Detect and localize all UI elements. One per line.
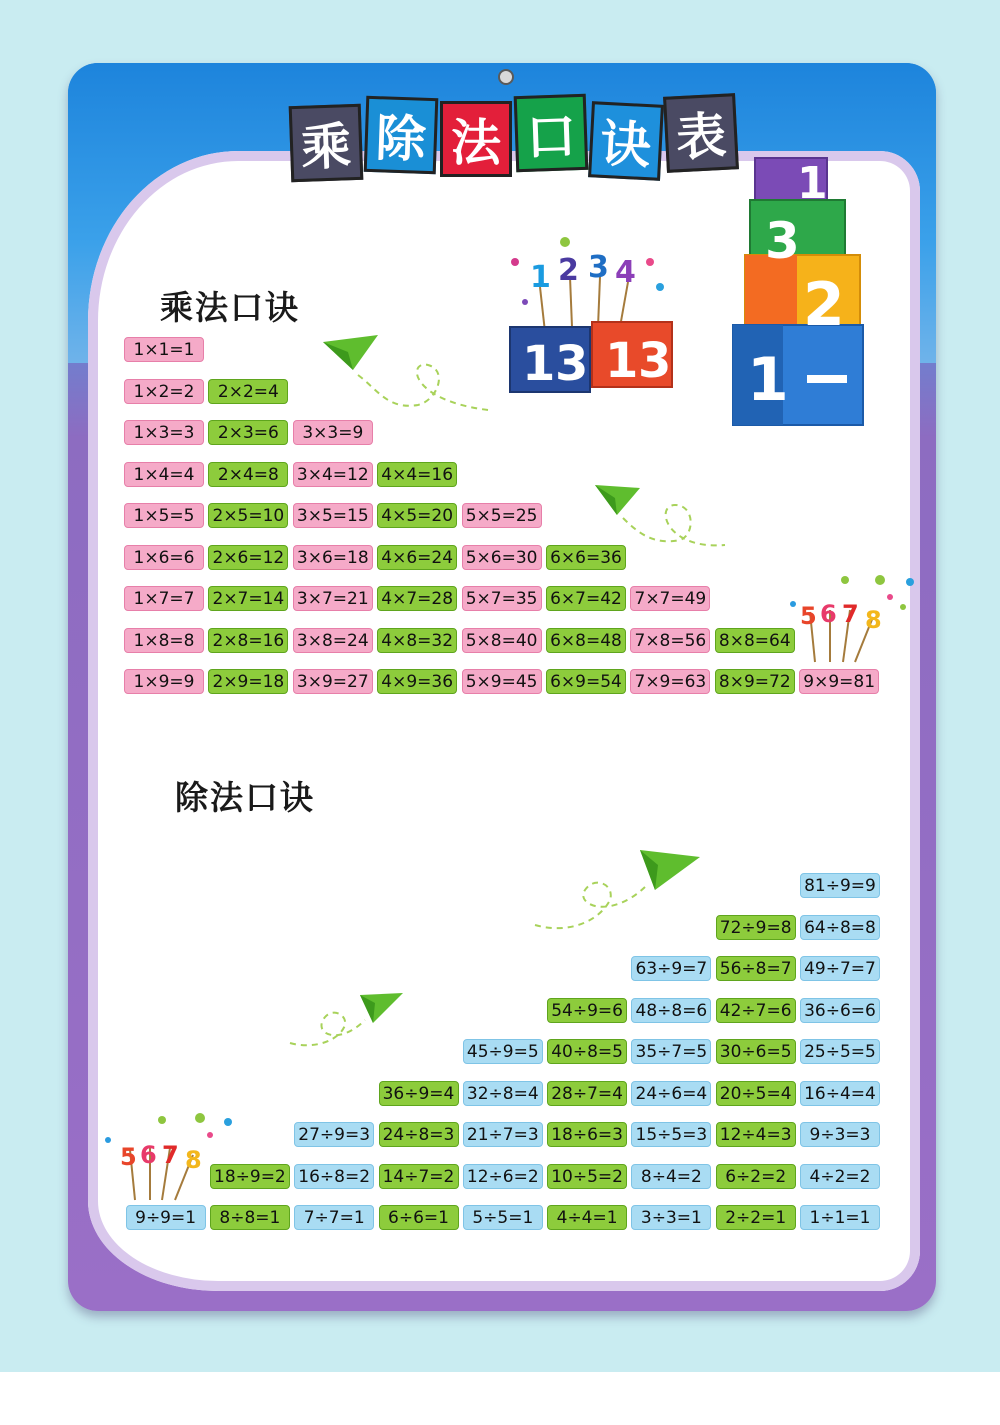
division-cell: 3÷3=1 [631, 1205, 711, 1230]
hanging-hook-icon [498, 69, 514, 85]
division-cell: 35÷7=5 [631, 1039, 711, 1064]
title-char: 除 [364, 96, 439, 174]
multiplication-cell: 4×9=36 [377, 669, 457, 694]
multiplication-cell: 1×1=1 [124, 337, 204, 362]
multiplication-cell: 2×9=18 [208, 669, 288, 694]
multiplication-cell: 2×6=12 [208, 545, 288, 570]
division-cell: 6÷6=1 [379, 1205, 459, 1230]
lollipop-numbers-icon [100, 1110, 235, 1205]
division-cell: 4÷4=1 [547, 1205, 627, 1230]
multiplication-cell: 7×8=56 [630, 628, 710, 653]
multiplication-cell: 2×2=4 [208, 379, 288, 404]
division-cell: 81÷9=9 [800, 873, 880, 898]
multiplication-cell: 3×6=18 [293, 545, 373, 570]
division-cell: 28÷7=4 [547, 1081, 627, 1106]
lollipop-numbers-icon [785, 572, 920, 667]
multiplication-cell: 5×7=35 [462, 586, 542, 611]
multiplication-cell: 5×9=45 [462, 669, 542, 694]
lollipop-digit: 4 [615, 255, 636, 290]
paper-plane-icon [318, 330, 498, 430]
lollipop-digit: 5 [800, 602, 817, 630]
division-cell: 21÷7=3 [463, 1122, 543, 1147]
title-char: 乘 [289, 104, 364, 182]
multiplication-cell: 4×4=16 [377, 462, 457, 487]
lollipop-digit: 8 [185, 1146, 202, 1174]
multiplication-cell: 1×2=2 [124, 379, 204, 404]
paper-plane-icon [285, 985, 415, 1055]
division-cell: 7÷7=1 [294, 1205, 374, 1230]
multiplication-section-title: 乘法口诀 [160, 288, 300, 327]
division-cell: 40÷8=5 [547, 1039, 627, 1064]
division-cell: 36÷9=4 [379, 1081, 459, 1106]
multiplication-cell: 1×4=4 [124, 462, 204, 487]
paper-plane-icon [530, 845, 710, 945]
division-cell: 36÷6=6 [800, 998, 880, 1023]
division-cell: 49÷7=7 [800, 956, 880, 981]
division-cell: 56÷8=7 [716, 956, 796, 981]
multiplication-cell: 6×6=36 [546, 545, 626, 570]
division-cell: 64÷8=8 [800, 915, 880, 940]
lollipop-digit: 1 [530, 260, 551, 295]
multiplication-cell: 2×8=16 [208, 628, 288, 653]
title-char: 表 [663, 93, 739, 173]
multiplication-cell: 7×9=63 [630, 669, 710, 694]
lollipop-digit: 7 [842, 600, 859, 628]
title-char: 法 [440, 101, 512, 177]
division-cell: 15÷5=3 [631, 1122, 711, 1147]
multiplication-cell: 4×6=24 [377, 545, 457, 570]
multiplication-cell: 3×8=24 [293, 628, 373, 653]
division-cell: 18÷9=2 [210, 1164, 290, 1189]
multiplication-cell: 5×5=25 [462, 503, 542, 528]
cube-digit: 1 [522, 336, 556, 392]
division-cell: 32÷8=4 [463, 1081, 543, 1106]
division-cell: 5÷5=1 [463, 1205, 543, 1230]
bottom-strip [0, 1372, 1000, 1425]
multiplication-cell: 1×5=5 [124, 503, 204, 528]
multiplication-cell: 2×4=8 [208, 462, 288, 487]
multiplication-cell: 1×6=6 [124, 545, 204, 570]
multiplication-cell: 2×7=14 [208, 586, 288, 611]
block-digit: 1 [747, 345, 789, 415]
division-cell: 25÷5=5 [800, 1039, 880, 1064]
title-char: 诀 [588, 101, 664, 181]
division-cell: 24÷8=3 [379, 1122, 459, 1147]
lollipop-digit: 7 [162, 1141, 179, 1169]
multiplication-cell: 6×9=54 [546, 669, 626, 694]
division-cell: 16÷8=2 [294, 1164, 374, 1189]
division-cell: 48÷8=6 [631, 998, 711, 1023]
multiplication-cell: 1×9=9 [124, 669, 204, 694]
division-cell: 8÷4=2 [631, 1164, 711, 1189]
division-cell: 14÷7=2 [379, 1164, 459, 1189]
division-cell: 6÷2=2 [716, 1164, 796, 1189]
division-cell: 45÷9=5 [463, 1039, 543, 1064]
division-section-title: 除法口诀 [175, 778, 315, 817]
multiplication-cell: 4×8=32 [377, 628, 457, 653]
multiplication-cell: 4×7=28 [377, 586, 457, 611]
multiplication-cell: 7×7=49 [630, 586, 710, 611]
multiplication-cell: 3×3=9 [293, 420, 373, 445]
multiplication-cell: 2×5=10 [208, 503, 288, 528]
block-digit: 3 [765, 212, 800, 270]
multiplication-cell: 6×7=42 [546, 586, 626, 611]
division-cell: 20÷5=4 [716, 1081, 796, 1106]
multiplication-cell: 5×6=30 [462, 545, 542, 570]
multiplication-cell: 4×5=20 [377, 503, 457, 528]
division-cell: 42÷7=6 [716, 998, 796, 1023]
lollipop-digit: 6 [820, 600, 837, 628]
division-cell: 8÷8=1 [210, 1205, 290, 1230]
title-char: 口 [514, 94, 589, 172]
division-cell: 4÷2=2 [800, 1164, 880, 1189]
division-cell: 24÷6=4 [631, 1081, 711, 1106]
cube-digit: 3 [638, 333, 672, 389]
lollipop-digit: 3 [588, 250, 609, 285]
multiplication-cell: 1×7=7 [124, 586, 204, 611]
number-block-stack-icon [725, 150, 875, 435]
division-cell: 54÷9=6 [547, 998, 627, 1023]
division-cell: 9÷3=3 [800, 1122, 880, 1147]
lollipop-digit: 5 [120, 1143, 137, 1171]
multiplication-cell: 3×7=21 [293, 586, 373, 611]
division-cell: 27÷9=3 [294, 1122, 374, 1147]
number-cubes-icon [500, 232, 690, 402]
division-cell: 1÷1=1 [800, 1205, 880, 1230]
multiplication-cell: 8×8=64 [715, 628, 795, 653]
cube-digit: 3 [555, 336, 589, 392]
poster-title [290, 93, 740, 183]
division-cell: 9÷9=1 [126, 1205, 206, 1230]
division-cell: 63÷9=7 [631, 956, 711, 981]
block-digit: 1 [797, 158, 828, 209]
division-cell: 72÷9=8 [716, 915, 796, 940]
lollipop-digit: 6 [140, 1141, 157, 1169]
division-cell: 16÷4=4 [800, 1081, 880, 1106]
multiplication-cell: 1×3=3 [124, 420, 204, 445]
division-cell: 10÷5=2 [547, 1164, 627, 1189]
multiplication-cell: 3×4=12 [293, 462, 373, 487]
cube-digit: 1 [605, 333, 639, 389]
multiplication-cell: 3×9=27 [293, 669, 373, 694]
block-digit: 2 [803, 270, 845, 340]
division-cell: 2÷2=1 [716, 1205, 796, 1230]
lollipop-digit: 8 [865, 606, 882, 634]
multiplication-cell: 5×8=40 [462, 628, 542, 653]
multiplication-cell: 6×8=48 [546, 628, 626, 653]
multiplication-cell: 9×9=81 [799, 669, 879, 694]
multiplication-cell: 8×9=72 [715, 669, 795, 694]
division-cell: 12÷6=2 [463, 1164, 543, 1189]
multiplication-cell: 1×8=8 [124, 628, 204, 653]
division-cell: 18÷6=3 [547, 1122, 627, 1147]
division-cell: 12÷4=3 [716, 1122, 796, 1147]
division-cell: 30÷6=5 [716, 1039, 796, 1064]
lollipop-digit: 2 [558, 253, 579, 288]
multiplication-cell: 2×3=6 [208, 420, 288, 445]
multiplication-cell: 3×5=15 [293, 503, 373, 528]
